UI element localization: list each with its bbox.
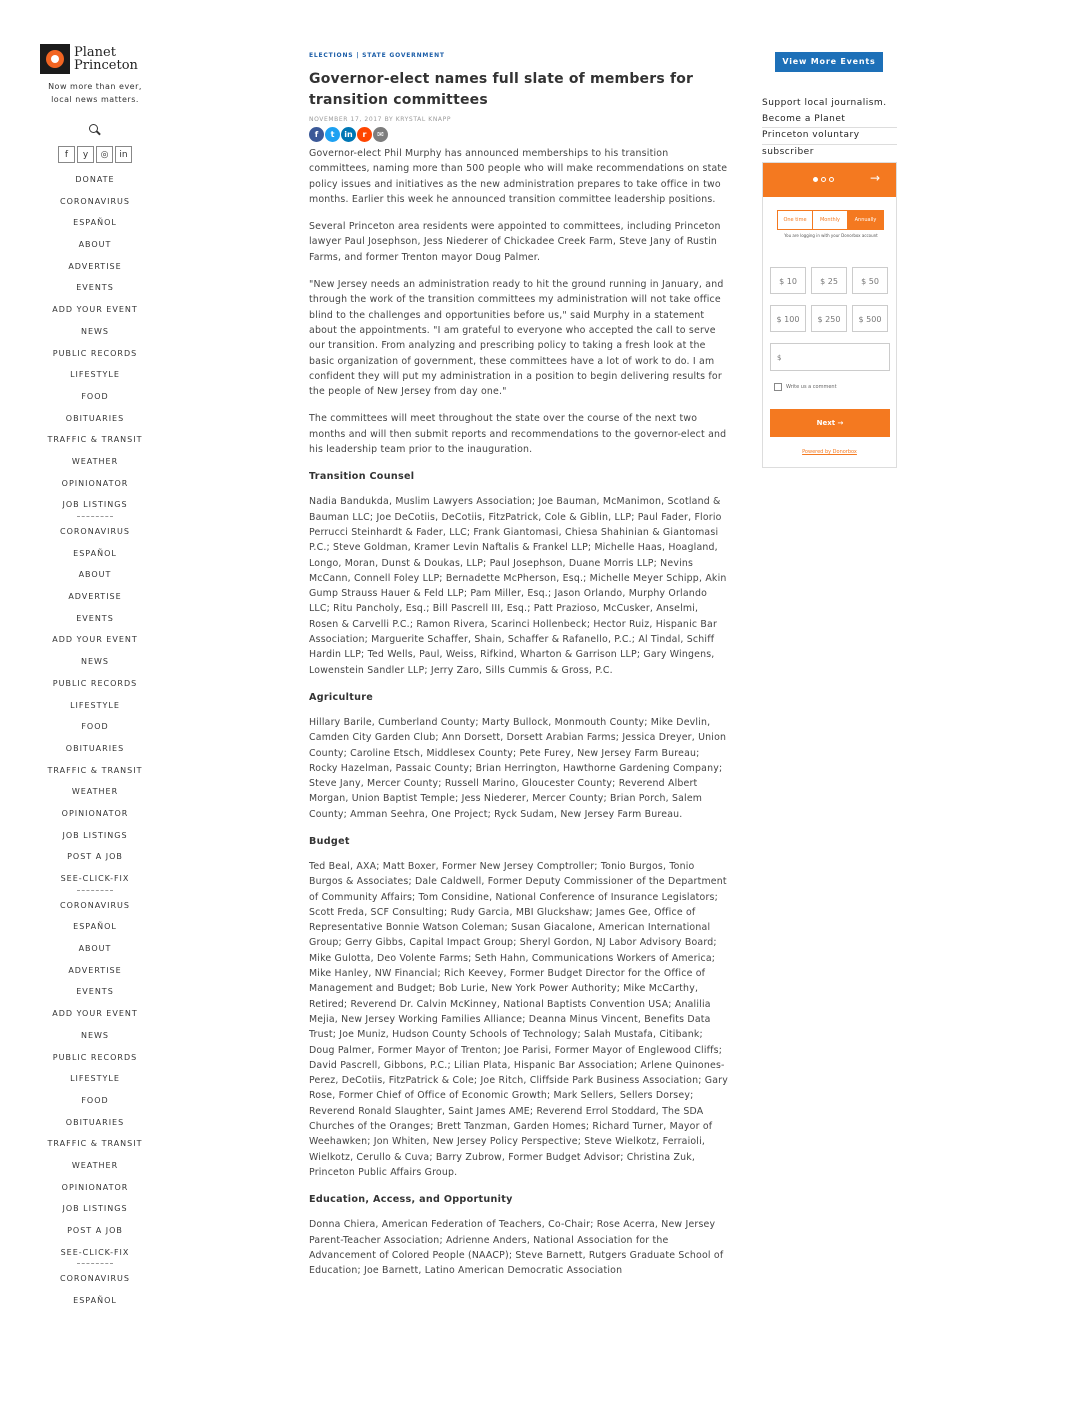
- article-title: Governor-elect names full slate of members for transition committees: [309, 71, 694, 108]
- linkedin-icon[interactable]: in: [115, 146, 132, 163]
- amount-button[interactable]: $ 250: [811, 305, 847, 332]
- sidebar-nav-item[interactable]: OPINIONATOR: [61, 478, 129, 488]
- sidebar-nav-item[interactable]: LIFESTYLE: [70, 700, 120, 710]
- sidebar-nav-item[interactable]: ESPAÑOL: [73, 218, 117, 228]
- support-line[interactable]: Princeton voluntary: [762, 128, 897, 145]
- sidebar-nav-item[interactable]: ADD YOUR EVENT: [52, 305, 138, 315]
- support-text: [762, 96, 897, 160]
- sidebar-nav-item[interactable]: ABOUT: [78, 240, 112, 250]
- article-categories[interactable]: ELECTIONS | STATE GOVERNMENT: [309, 52, 445, 59]
- arrow-right-icon[interactable]: →: [869, 171, 880, 185]
- article-paragraph: Nadia Bandukda, Muslim Lawyers Association; Joe Bauman, McManimon, Scotland & Bauman LLC; Joe DeCotiis, DeCotiis, FitzPatrick, Cole & Giblin, LLP; Paul Fader, Florio Perrucci Steinhardt & Fader, LLC; Frank Giantomasi, Chiesa Shahinian & Giantomasi P.C.; Steve Goldman, Kramer Levin Naftalis & Frankel LLP; Michelle Haas, Hoagland, Longo, Moran, Dunst & Doukas, LLP; Paul Josephson, Duane Morris LLP; Nevins McCann, Connell Foley LLP; Bernadette McPherson, Esq.; Michelle Meyer Schipp, Akin Gump Strauss Hauer & Feld LLP; Pam Miller, Esq.; Jason Orlando, Murphy Orlando LLC; Ritu Pancholy, Esq.; Bill Pascrell III, Esq.; Patt Prazioso, McCusker, Anselmi, Rosen & Carvelli P.C.; Ramon Rivera, Scarinci Hollenbeck; Hector Ruiz, Hispanic Bar Association; Marguerite Schaffer, Shain, Schaffer & Rafanello, P.C.; Al Tindal, Schiff Hardin LLP; Ted Wells, Paul, Weiss, Rifkind, Wharton & Garrison LLP; Gary Wingens, Lowenstein Sandler LLP; Jerry Zaro, Sills Cummis & Gross, P.C.: [309, 496, 727, 676]
- amount-row: [770, 305, 888, 332]
- amount-row: [770, 267, 888, 294]
- email-share-icon[interactable]: ✉: [373, 127, 388, 142]
- facebook-icon[interactable]: f: [58, 146, 75, 163]
- sidebar-nav-item[interactable]: ADD YOUR EVENT: [52, 1009, 138, 1019]
- support-line[interactable]: Become a Planet: [762, 112, 897, 129]
- custom-amount-input[interactable]: $: [770, 343, 890, 371]
- sidebar-nav-item[interactable]: LIFESTYLE: [70, 1074, 120, 1084]
- sidebar-nav-item[interactable]: FOOD: [81, 1095, 109, 1105]
- logo-name-line1: Planet: [74, 45, 116, 60]
- site-logo[interactable]: [40, 44, 150, 74]
- search-icon[interactable]: [89, 124, 101, 136]
- linkedin-share-icon[interactable]: in: [341, 127, 356, 142]
- article-paragraph: Several Princeton area residents were appointed to committees, including Princeton lawyer Paul Josephson, Jess Niederer of Chickadee Creek Farm, Steve Jany of Rustin Farms, and former Trenton mayor Doug Palmer.: [309, 221, 721, 263]
- twitter-icon[interactable]: y: [77, 146, 94, 163]
- sidebar-nav-item[interactable]: NEWS: [80, 1030, 110, 1040]
- sidebar-nav-item[interactable]: CORONAVIRUS: [59, 196, 130, 206]
- reddit-share-icon[interactable]: r: [357, 127, 372, 142]
- sidebar-nav-item[interactable]: OBITUARIES: [65, 413, 125, 423]
- left-sidebar: [40, 44, 150, 1312]
- article-body: [309, 146, 729, 1278]
- next-button[interactable]: Next →: [770, 409, 890, 437]
- logo-name-line2: Princeton: [74, 58, 138, 73]
- support-line: Support local journalism.: [762, 98, 887, 108]
- sidebar-nav-item[interactable]: FOOD: [81, 722, 109, 732]
- section-heading: Agriculture: [309, 691, 374, 703]
- sidebar-nav-item[interactable]: ABOUT: [78, 944, 112, 954]
- sidebar-nav-item[interactable]: DONATE: [75, 175, 115, 184]
- sidebar-nav: [40, 169, 150, 1312]
- sidebar-nav-item[interactable]: TRAFFIC & TRANSIT: [47, 765, 143, 775]
- powered-by-link[interactable]: Powered by Donorbox: [802, 449, 857, 455]
- sidebar-nav-item[interactable]: LIFESTYLE: [70, 370, 120, 380]
- sidebar-nav-item[interactable]: ADD YOUR EVENT: [52, 635, 138, 645]
- social-links: [40, 146, 150, 163]
- frequency-option[interactable]: Annually: [848, 211, 883, 229]
- sidebar-nav-item[interactable]: CORONAVIRUS: [59, 527, 130, 536]
- sidebar-nav-item[interactable]: PUBLIC RECORDS: [52, 678, 138, 688]
- sidebar-nav-item[interactable]: FOOD: [81, 391, 109, 401]
- amount-button[interactable]: $ 500: [852, 305, 888, 332]
- amount-button[interactable]: $ 100: [770, 305, 806, 332]
- sidebar-nav-item[interactable]: TRAFFIC & TRANSIT: [47, 1139, 143, 1149]
- donation-header: [763, 163, 896, 197]
- sidebar-nav-item[interactable]: PUBLIC RECORDS: [52, 348, 138, 358]
- sidebar-nav-item[interactable]: EVENTS: [76, 987, 114, 997]
- sidebar-nav-item[interactable]: SEE-CLICK-FIX: [60, 874, 130, 883]
- checkbox-icon[interactable]: [774, 383, 782, 391]
- right-column: [762, 52, 897, 468]
- sidebar-nav-item[interactable]: OBITUARIES: [65, 1117, 125, 1127]
- sidebar-nav-item[interactable]: POST A JOB: [67, 852, 123, 862]
- sidebar-nav-item[interactable]: ESPAÑOL: [73, 548, 117, 558]
- frequency-option[interactable]: One time: [778, 211, 813, 229]
- comment-checkbox-row[interactable]: [774, 383, 837, 391]
- sidebar-nav-item[interactable]: ADVERTISE: [68, 592, 122, 602]
- planet-logo-icon: [40, 44, 70, 74]
- amount-button[interactable]: $ 10: [770, 267, 806, 294]
- sidebar-nav-item[interactable]: TRAFFIC & TRANSIT: [47, 435, 143, 445]
- sidebar-nav-item[interactable]: ESPAÑOL: [73, 1296, 117, 1306]
- section-heading: Transition Counsel: [309, 471, 415, 483]
- article-paragraph: Donna Chiera, American Federation of Teachers, Co-Chair; Rose Acerra, New Jersey Parent-Teacher Association; Adrienne Anders, National Association for the Advancement of Colored People (NAACP); Steve Barnett, Rutgers Graduate School of Education; Joe Barnett, Latino American Democratic Association: [309, 1219, 724, 1277]
- sidebar-nav-item[interactable]: ESPAÑOL: [73, 922, 117, 932]
- article-paragraph: Hillary Barile, Cumberland County; Marty Bullock, Monmouth County; Mike Devlin, Camden City Garden Club; Ann Dorsett, Dorsett Arabian Farms; Jessica Dreyer, Union County; Caroline Etsch, Middlesex County; Pete Furey, New Jersey Farm Bureau; Rocky Hazelman, Passaic County; Brian Herrington, Hawthorne Gardening Company; Steve Jany, Mercer County; Russell Marino, Gloucester County; Reverend Albert Morgan, Union Baptist Temple; Jess Niederer, Mercer County; Brian Porch, Salem County; Amman Seehra, One Project; Ryck Sudam, New Jersey Farm Bureau.: [309, 716, 727, 820]
- comment-label: Write us a comment: [786, 384, 837, 390]
- sidebar-nav-item[interactable]: OPINIONATOR: [61, 808, 129, 818]
- facebook-share-icon[interactable]: f: [309, 127, 324, 142]
- section-heading: Education, Access, and Opportunity: [309, 1194, 513, 1206]
- sidebar-nav-item[interactable]: OPINIONATOR: [61, 1182, 129, 1192]
- amount-options: [770, 267, 888, 343]
- sidebar-nav-item[interactable]: ABOUT: [78, 570, 112, 580]
- amount-button[interactable]: $ 25: [811, 267, 847, 294]
- sidebar-nav-item[interactable]: OBITUARIES: [65, 743, 125, 753]
- sidebar-nav-item[interactable]: NEWS: [80, 326, 110, 336]
- sidebar-nav-item[interactable]: WEATHER: [71, 1160, 119, 1170]
- section-heading: Budget: [309, 835, 350, 847]
- support-line[interactable]: subscriber: [762, 146, 814, 157]
- article-paragraph: "New Jersey needs an administration ready to hit the ground running in January, and through the work of the transition committees my administration will not take office blind to the challenges and opportunities before us," said Murphy in a statement about the appointments. "I am grateful to everyone who accepted the call to serve our transition. From analyzing and prescribing policy to taking a fresh look at the basic organization of government, these committees have a lot of work to do. I am confident they will put my administration in a position to begin delivering results for the people of New Jersey from day one.": [309, 279, 724, 398]
- article-paragraph: Governor-elect Phil Murphy has announced memberships to his transition committees, naming more than 500 people who will make recommendations on state policy issues and initiatives as the new administration prepares to take office in two months. Earlier this week he announced transition committee leadership positions.: [309, 148, 728, 205]
- instagram-icon[interactable]: ◎: [96, 146, 113, 163]
- article: [309, 52, 729, 1278]
- sidebar-nav-item[interactable]: EVENTS: [76, 613, 114, 623]
- twitter-share-icon[interactable]: t: [325, 127, 340, 142]
- sidebar-nav-item[interactable]: ADVERTISE: [68, 261, 122, 271]
- donation-widget: [762, 162, 897, 468]
- share-buttons: [309, 127, 729, 142]
- sidebar-nav-item[interactable]: PUBLIC RECORDS: [52, 1052, 138, 1062]
- article-paragraph: The committees will meet throughout the state over the course of the next two months and will then submit reports and recommendations to the governor-elect and his leadership team prior to the inauguration.: [309, 413, 727, 456]
- frequency-option[interactable]: Monthly: [813, 211, 848, 229]
- sidebar-nav-item[interactable]: NEWS: [80, 657, 110, 667]
- sidebar-nav-item[interactable]: CORONAVIRUS: [59, 1274, 130, 1284]
- donation-note: You are logging in with your Donorbox account: [784, 233, 878, 238]
- sidebar-nav-item[interactable]: WEATHER: [71, 787, 119, 797]
- view-more-events-button[interactable]: View More Events: [775, 52, 883, 72]
- site-tagline: Now more than ever, local news matters.: [48, 82, 142, 104]
- frequency-toggle: [777, 210, 884, 230]
- step-dots-icon: [813, 177, 834, 182]
- sidebar-nav-item[interactable]: CORONAVIRUS: [59, 900, 130, 910]
- sidebar-nav-item[interactable]: WEATHER: [71, 456, 119, 466]
- article-byline: NOVEMBER 17, 2017 BY KRYSTAL KNAPP: [309, 116, 452, 123]
- article-paragraph: Ted Beal, AXA; Matt Boxer, Former New Jersey Comptroller; Tonio Burgos, Tonio Burgos & Associates; Dale Caldwell, Former Deputy Commissioner of the Department of Community Affairs; Tom Considine, National Conference of Insurance Legislators; Scott Freda, SCF Consulting; Rudy Garcia, MBI Gluckshaw; James Gee, Office of Representative Bonnie Watson Coleman; Susan Giacalone, American International Group; Gerry Gibbs, Capital Impact Group; Sheryl Gordon, NJ Labor Advisory Board; Mike Gulotta, Deo Volente Farms; Seth Hahn, Communications Workers of America; Mike Hanley, NW Financial; Rich Keevey, Former Budget Director for the Office of Management and Budget; Bob Lurie, New York Power Authority; Mike McCarthy, Retired; Reverend Dr. Calvin McKinney, National Baptists Convention USA; Analilia Mejia, New Jersey Working Families Alliance; Deanna Minus Vincent, Benefits Data Trust; Joe Muniz, Hudson County Schools of Technology; Salah Mustafa, Citibank; Doug Palmer, Former Mayor of Trenton; Joe Parisi, Former Mayor of Englewood Cliffs; David Pascrell, Gibbons, P.C.; Lilian Plata, Hispanic Bar Association; Arlene Quinones-Perez, DeCotiis, FitzPatrick & Cole; Joe Ritch, Cliffside Park Business Association; Gary Rose, Former Chief of Office of Economic Growth; Mark Sellers, Sellers Dorsey; Reverend Ronald Slaughter, Saint James AME; Reverend Errol Stoddard, The SDA Churches of the Oranges; Brett Tanzman, Garden Homes; Richard Turner, Mayor of Weehawken; Jon Whiten, New Jersey Policy Perspective; Steve Wielkotz, Ferraioli, Wielkotz, Cerullo & Cuva; Barry Zubrow, Former Budget Advisor; Christina Zuk, Princeton Public Affairs Group.: [309, 860, 728, 1178]
- sidebar-nav-item[interactable]: ADVERTISE: [68, 965, 122, 975]
- sidebar-nav-item[interactable]: JOB LISTINGS: [62, 830, 128, 840]
- sidebar-nav-item[interactable]: SEE-CLICK-FIX: [60, 1247, 130, 1257]
- sidebar-nav-item[interactable]: JOB LISTINGS: [62, 1204, 128, 1214]
- sidebar-nav-item[interactable]: POST A JOB: [67, 1226, 123, 1235]
- amount-button[interactable]: $ 50: [852, 267, 888, 294]
- sidebar-nav-item[interactable]: EVENTS: [76, 283, 114, 293]
- sidebar-nav-item[interactable]: JOB LISTINGS: [62, 500, 128, 510]
